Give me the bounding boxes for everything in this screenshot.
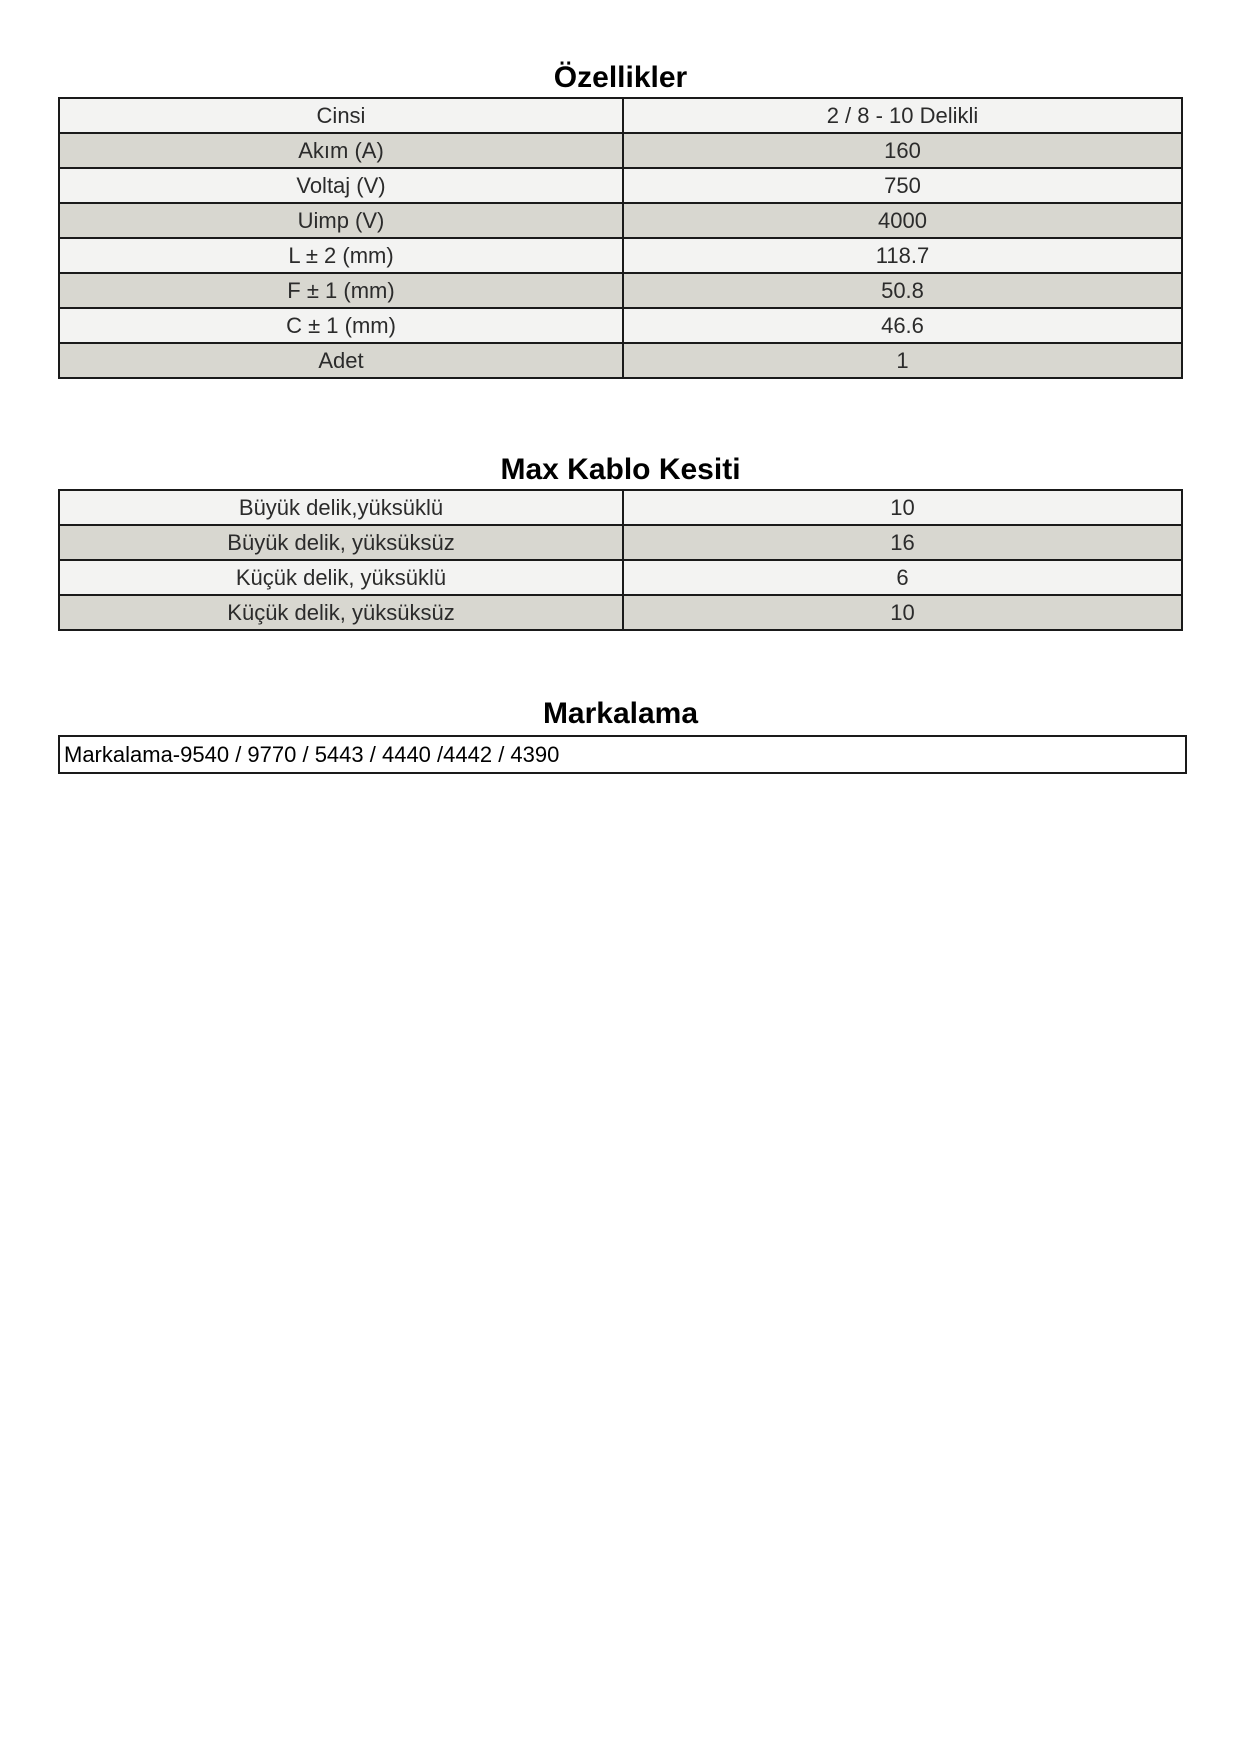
feature-label: C ± 1 (mm) xyxy=(59,308,623,343)
feature-value: 750 xyxy=(623,168,1182,203)
feature-label: Uimp (V) xyxy=(59,203,623,238)
cable-value: 10 xyxy=(623,490,1182,525)
feature-label: Voltaj (V) xyxy=(59,168,623,203)
table-row xyxy=(59,308,1182,343)
marking-text: Markalama-9540 / 9770 / 5443 / 4440 /4442 / 4390 xyxy=(58,735,1187,774)
feature-value: 50.8 xyxy=(623,273,1182,308)
cable-label: Küçük delik, yüksüklü xyxy=(59,560,623,595)
table-row xyxy=(59,525,1182,560)
cable-table xyxy=(58,489,1183,631)
feature-value: 160 xyxy=(623,133,1182,168)
cable-label: Büyük delik,yüksüklü xyxy=(59,490,623,525)
table-row xyxy=(59,273,1182,308)
cable-title: Max Kablo Kesiti xyxy=(500,453,741,486)
table-row xyxy=(59,203,1182,238)
table-row xyxy=(59,98,1182,133)
table-row xyxy=(59,343,1182,378)
feature-label: Akım (A) xyxy=(59,133,623,168)
features-title: Özellikler xyxy=(553,61,688,94)
cable-value: 16 xyxy=(623,525,1182,560)
table-row xyxy=(59,238,1182,273)
table-row xyxy=(59,595,1182,630)
feature-value: 46.6 xyxy=(623,308,1182,343)
cable-value: 10 xyxy=(623,595,1182,630)
feature-value: 1 xyxy=(623,343,1182,378)
feature-label: F ± 1 (mm) xyxy=(59,273,623,308)
features-table xyxy=(58,97,1183,379)
cable-label: Büyük delik, yüksüksüz xyxy=(59,525,623,560)
cable-label: Küçük delik, yüksüksüz xyxy=(59,595,623,630)
cable-value: 6 xyxy=(623,560,1182,595)
table-row xyxy=(59,133,1182,168)
table-row xyxy=(59,168,1182,203)
feature-value: 2 / 8 - 10 Delikli xyxy=(623,98,1182,133)
table-row xyxy=(59,560,1182,595)
marking-title: Markalama xyxy=(542,697,699,730)
feature-value: 118.7 xyxy=(623,238,1182,273)
feature-label: Adet xyxy=(59,343,623,378)
feature-label: Cinsi xyxy=(59,98,623,133)
table-row xyxy=(59,490,1182,525)
feature-label: L ± 2 (mm) xyxy=(59,238,623,273)
feature-value: 4000 xyxy=(623,203,1182,238)
